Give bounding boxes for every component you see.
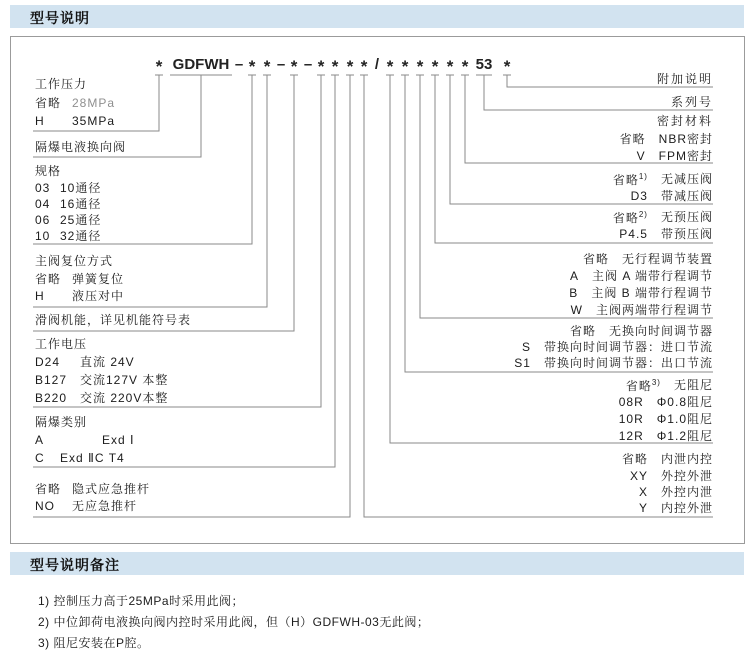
spec-code: 省略	[582, 252, 609, 266]
spec-desc: 直流 24V	[80, 355, 135, 369]
section-header-model-description	[10, 5, 744, 28]
spec-desc: 内控外泄	[660, 501, 713, 515]
spec-code: B	[569, 286, 579, 300]
section-title: 型号说明	[30, 10, 90, 26]
spec-row	[619, 228, 713, 241]
spec-code: 省略	[569, 324, 596, 338]
code-token-stroke-adjust: *	[416, 57, 424, 76]
spec-desc: 弹簧复位	[72, 272, 125, 286]
code-token-size-1: *	[248, 57, 256, 76]
spec-code: XY	[629, 469, 648, 483]
spec-row	[569, 287, 713, 300]
spec-desc: Φ1.0阻尼	[656, 412, 713, 426]
spec-desc: Exd Ⅰ	[102, 433, 135, 447]
spec-code: 省略	[35, 482, 62, 496]
spec-row	[631, 190, 713, 203]
spec-desc: Exd ⅡC T4	[60, 451, 125, 465]
spec-desc: 无换向时间调节器	[608, 324, 713, 338]
spec-row	[35, 356, 135, 369]
spec-row	[619, 430, 713, 443]
spec-code: 10	[35, 229, 51, 243]
spec-code: C	[35, 451, 45, 465]
left-title-working-pressure: 工作压力	[35, 77, 88, 91]
footnote-ref: 1)	[638, 172, 648, 181]
spec-desc: 35MPa	[72, 114, 116, 128]
section-title: 型号说明备注	[30, 557, 120, 573]
code-token-series-name: GDFWH	[172, 56, 230, 73]
spec-row	[35, 273, 124, 286]
spec-desc: 无应急推杆	[72, 499, 138, 513]
spec-row	[35, 374, 168, 387]
spec-code: 省略	[619, 132, 646, 146]
spec-desc: 隐式应急推杆	[72, 482, 151, 496]
spec-row	[571, 304, 713, 317]
spec-row	[35, 182, 101, 195]
spec-row	[613, 211, 713, 225]
spec-desc: 带减压阀	[660, 189, 713, 203]
spec-code: S1	[514, 356, 531, 370]
spec-code: 省略$^{3)}$	[625, 378, 661, 393]
note-item-1: 1) 控制压力高于25MPa时采用此阀；	[38, 594, 245, 608]
spec-code: 省略	[621, 452, 648, 466]
spec-row	[35, 115, 115, 128]
spec-desc: 外控内泄	[660, 485, 713, 499]
spec-row	[619, 396, 713, 409]
spec-row	[35, 214, 101, 227]
spec-desc: 无行程调节装置	[621, 252, 713, 266]
spec-code: D24	[35, 355, 61, 369]
code-token-spool: *	[317, 57, 325, 76]
left-title-size: 规格	[35, 164, 62, 178]
code-token-drain-control: *	[360, 57, 368, 76]
spec-row	[570, 270, 713, 283]
left-title-spool-function: 滑阀机能，详见机能符号表	[35, 313, 192, 327]
spec-code: 10R	[618, 412, 644, 426]
spec-code: 06	[35, 213, 51, 227]
code-token-explosion-class: *	[346, 57, 354, 76]
spec-desc: 带预压阀	[660, 227, 713, 241]
spec-row	[622, 453, 713, 466]
spec-desc: 带换向时间调节器：进口节流	[543, 340, 713, 354]
spec-desc: 主阀 B 端带行程调节	[591, 286, 713, 300]
code-separator: –	[234, 56, 244, 73]
spec-desc: 无预压阀	[660, 210, 713, 224]
note-item-3: 3) 阻尼安装在P腔。	[38, 636, 150, 650]
spec-code: 省略	[35, 96, 62, 110]
left-title-valve-name: 隔爆电液换向阀	[35, 140, 127, 154]
section-header-notes	[10, 552, 744, 575]
note-item-2: 2) 中位卸荷电液换向阀内控时采用此阀，但（H）GDFWH-03无此阀；	[38, 615, 430, 629]
spec-row	[35, 97, 115, 110]
spec-row	[639, 486, 713, 499]
spec-code: D3	[630, 189, 648, 203]
spec-desc: 内泄内控	[660, 452, 713, 466]
spec-row	[630, 470, 713, 483]
code-token-preload: *	[431, 57, 439, 76]
spec-code: X	[638, 485, 648, 499]
spec-code: 省略$^{2)}$	[612, 210, 648, 225]
code-token-damping: *	[386, 57, 394, 76]
spec-row	[35, 230, 101, 243]
code-token-time-adjust: *	[401, 57, 409, 76]
right-title-series: 系列号	[670, 95, 713, 109]
code-token-reset: *	[290, 57, 298, 76]
spec-code: V	[636, 149, 646, 163]
code-token-size-2: *	[263, 57, 271, 76]
code-separator: –	[303, 56, 313, 73]
spec-desc: 主阀 A 端带行程调节	[591, 269, 713, 283]
spec-code: H	[35, 114, 45, 128]
spec-desc: 交流 220V本整	[80, 391, 169, 405]
footnote-ref: 2)	[638, 210, 648, 219]
spec-desc: 无减压阀	[660, 172, 713, 186]
code-token-seal: *	[461, 57, 469, 76]
spec-row	[620, 133, 713, 146]
spec-desc: 28MPa	[72, 96, 116, 110]
spec-code: B127	[35, 373, 68, 387]
spec-row	[35, 392, 168, 405]
code-token-reducing: *	[446, 57, 454, 76]
spec-row	[613, 173, 713, 187]
spec-code: A	[569, 269, 579, 283]
spec-desc: 交流127V 本整	[80, 373, 169, 387]
code-token-series-no: 53	[475, 56, 493, 73]
spec-desc: NBR密封	[658, 132, 713, 146]
spec-row	[35, 434, 135, 447]
spec-row	[522, 341, 713, 354]
spec-code: 08R	[618, 395, 644, 409]
spec-row	[35, 500, 137, 513]
spec-desc: Φ0.8阻尼	[656, 395, 713, 409]
spec-desc: 带换向时间调节器：出口节流	[543, 356, 713, 370]
spec-code: 省略$^{1)}$	[612, 172, 648, 187]
left-title-reset-mode: 主阀复位方式	[35, 254, 114, 268]
spec-desc: 主阀两端带行程调节	[595, 303, 713, 317]
spec-row	[35, 483, 150, 496]
spec-row	[583, 253, 713, 266]
code-token-additional: *	[503, 57, 511, 76]
left-title-voltage: 工作电压	[35, 337, 88, 351]
spec-desc: 25通径	[60, 213, 102, 227]
spec-desc: 无阻尼	[673, 378, 713, 392]
spec-code: 03	[35, 181, 51, 195]
spec-desc: FPM密封	[658, 149, 713, 163]
spec-code: A	[35, 433, 45, 447]
spec-desc: Φ1.2阻尼	[656, 429, 713, 443]
spec-desc: 16通径	[60, 197, 102, 211]
spec-row	[639, 502, 713, 515]
spec-desc: 液压对中	[72, 289, 125, 303]
spec-row	[514, 357, 713, 370]
spec-code: P4.5	[619, 227, 648, 241]
spec-code: H	[35, 289, 45, 303]
spec-code: S	[521, 340, 531, 354]
spec-row	[35, 452, 125, 465]
spec-desc: 外控外泄	[660, 469, 713, 483]
spec-desc: 32通径	[60, 229, 102, 243]
spec-row	[637, 150, 713, 163]
spec-row	[626, 379, 713, 393]
code-token-pressure: *	[155, 57, 163, 76]
spec-code: B220	[35, 391, 68, 405]
spec-code: 04	[35, 197, 51, 211]
code-separator: –	[276, 56, 286, 73]
code-token-voltage: *	[331, 57, 339, 76]
spec-code: 12R	[618, 429, 644, 443]
spec-code: Y	[638, 501, 648, 515]
left-title-explosion-class: 隔爆类别	[35, 415, 88, 429]
spec-row	[35, 290, 124, 303]
footnote-ref: 3)	[651, 378, 661, 387]
right-title-seal: 密封材料	[656, 114, 713, 128]
right-title-additional: 附加说明	[656, 72, 713, 86]
spec-row	[619, 413, 713, 426]
spec-code: W	[570, 303, 583, 317]
spec-row	[570, 325, 713, 338]
spec-code: NO	[35, 499, 55, 513]
code-slash: /	[374, 56, 380, 73]
spec-row	[35, 198, 101, 211]
spec-desc: 10通径	[60, 181, 102, 195]
spec-code: 省略	[35, 272, 62, 286]
